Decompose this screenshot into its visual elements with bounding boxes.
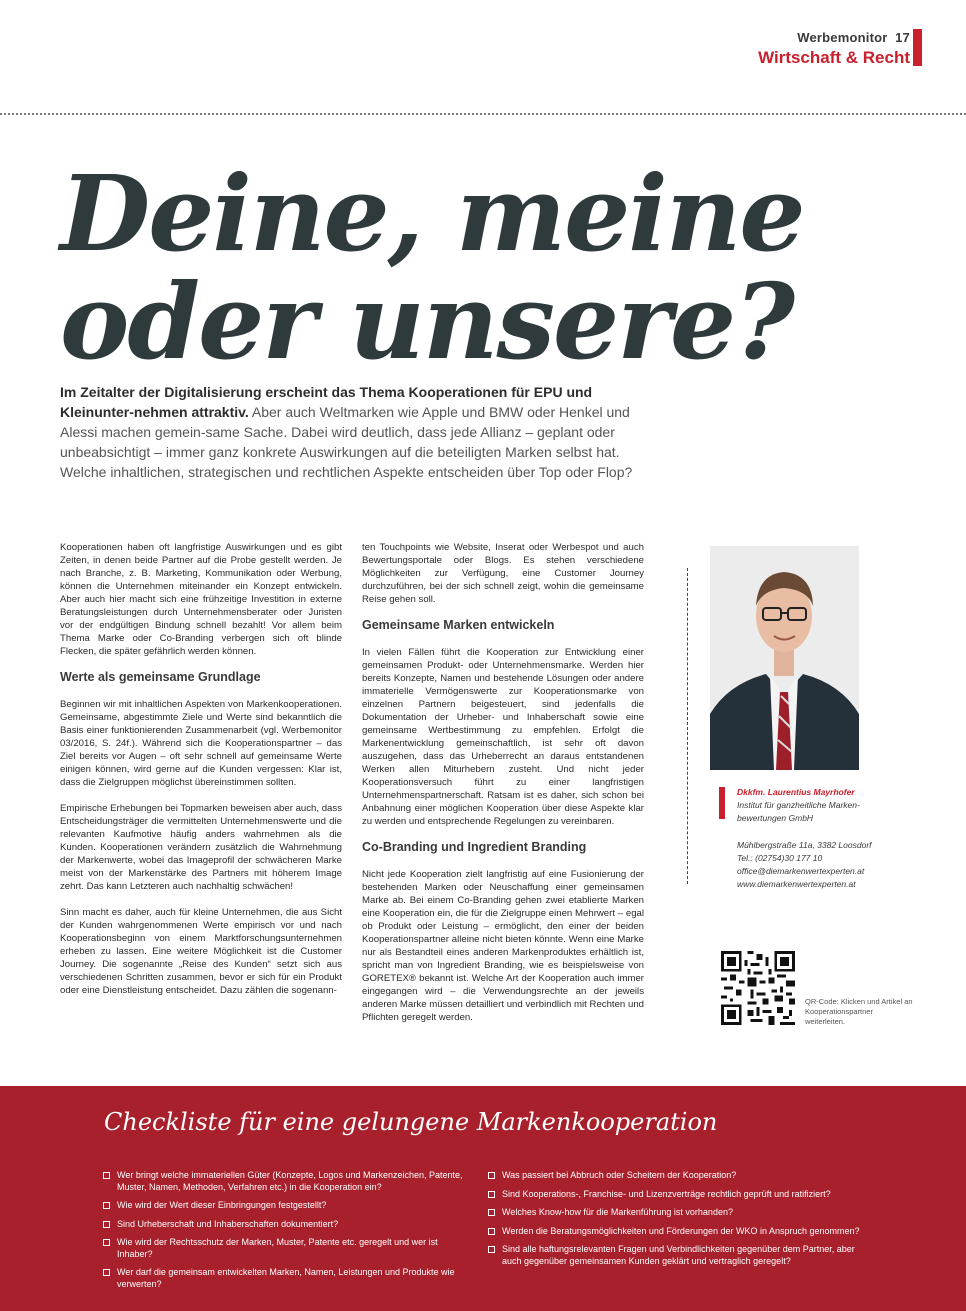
checklist-item: Welches Know-how für die Markenführung ist vorhanden?: [488, 1207, 860, 1219]
sidebar-divider: [687, 568, 688, 884]
subheading: Gemeinsame Marken entwickeln: [362, 618, 555, 632]
paragraph: Sinn macht es daher, auch für kleine Unternehmen, die aus Sicht der Kunden wahrgenommenen Werte empirisch vor und nach Kooperationsbeginn von einem Marktforschungsunternehmen erheben zu lassen. Eine weitere Möglichkeit ist die Customer Journey. Die sogenannte „Reise des Kunden“ setzt sich aus verschiedenen Schritten zusammen, bevor er sich für ein Produkt oder eine Dienstleistung entscheidet. Dazu zählen die sogenann-: [60, 907, 342, 996]
title-line-1: Deine, meine: [60, 152, 804, 275]
paragraph: Beginnen wir mit inhaltlichen Aspekten von Markenkooperationen. Gemeinsame, abgestimmte Ziele und Werte sind bekanntlich die Basis einer funktionierenden Zusammenarbeit (vgl. Werbemonitor 03/2016, S. 24f.). Während sich die Kooperationspartner – das Ziel bereits vor Augen – oft sehr schnell auf gemeinsame Werte einigen können, wird gerne auf die Kunden vergessen: Klar ist, dass die Zielgruppen möglichst übereinstimmen sollten.: [60, 699, 342, 788]
page-number: 17: [895, 30, 910, 45]
author-org-line-2: bewertungen GmbH: [737, 813, 814, 823]
checklist-item: Sind alle haftungsrelevanten Fragen und Verbindlichkeiten gegenüber dem Partner, aber auch gegenüber gemeinsamen Kunden geklärt und vertraglich geregelt?: [488, 1244, 860, 1267]
author-address: Mühlbergstraße 11a, 3382 Loosdorf: [737, 840, 872, 850]
checkbox-icon: [488, 1246, 495, 1253]
body-column-1: [60, 541, 342, 1010]
checklist-item: Sind Urheberschaft und Inhaberschaften dokumentiert?: [103, 1219, 475, 1231]
subheading: Co-Branding und Ingredient Branding: [362, 840, 587, 854]
author-phone: Tel.: (02754)30 177 10: [737, 853, 823, 863]
subheading: Werte als gemeinsame Grundlage: [60, 670, 261, 684]
paragraph: Nicht jede Kooperation zielt langfristig auf eine Fusionierung der bestehenden Marken oder Neuschaffung einer gemeinsamen Marke ab. Bei einem Co-Branding gehen zwei etablierte Marken eine Kooperation ein, die für die Zielgruppe einen Mehrwert – egal ob Produkt oder Leistung – ermöglicht, den einer der beiden Kooperationspartner alleine nicht bieten könnte. Wenn eine Marke nur als Bestandteil eines anderen Markenproduktes erhältlich ist, spricht man von Ingredient Branding, wie es beispielsweise von GORETEX® bekannt ist. Welche Art der Kooperation auch immer eingegangen wird – die Verwendungsrechte an der jeweils anderen Marke müssen detailliert und verbindlich mit Rechten und Pflichten geregelt werden.: [362, 869, 644, 1023]
checklist-left: [103, 1170, 475, 1297]
body-column-2: [362, 541, 644, 1037]
author-website[interactable]: www.diemarkenwertexperten.at: [737, 879, 856, 889]
author-info: [737, 786, 887, 891]
checkbox-icon: [488, 1228, 495, 1235]
lead-bold: Im Zeitalter der Digitalisierung erscheint das Thema Kooperationen für EPU und Kleinunter-nehmen attraktiv.: [60, 384, 593, 420]
checklist-box: [0, 1086, 966, 1311]
checklist-right: [488, 1170, 860, 1274]
paragraph: ten Touchpoints wie Website, Inserat oder Werbespot und auch Bewertungsportale oder Blogs. Es stehen verschiedene Möglichkeiten zur Verfügung, eine Customer Journey durchzuführen, bei der sich schnell zeigt, wohin die gemeinsame Reise gehen soll.: [362, 542, 644, 605]
lead-text: Aber auch Weltmarken wie Apple und BMW oder Henkel und Alessi machen gemein-same Sache. Dabei wird deutlich, dass jede Allianz – geplant oder unbeabsichtigt – immer ganz konkrete Auswirkungen auf die beteiligten Marken selbst hat. Welche inhaltlichen, strategischen und rechtlichen Aspekte entscheiden über Top oder Flop?: [60, 404, 633, 480]
checklist-title: Checkliste für eine gelungene Markenkooperation: [104, 1108, 718, 1136]
checkbox-icon: [488, 1172, 495, 1179]
article-lead: [60, 382, 660, 482]
article-title: [60, 152, 940, 383]
checklist-item: Was passiert bei Abbruch oder Scheitern der Kooperation?: [488, 1170, 860, 1182]
page-header: [758, 30, 910, 68]
checkbox-icon: [103, 1221, 110, 1228]
qr-code-icon[interactable]: [721, 951, 795, 1025]
checklist-item: Werden die Beratungsmöglichkeiten und Förderungen der WKO in Anspruch genommen?: [488, 1226, 860, 1238]
paragraph: In vielen Fällen führt die Kooperation zur Entwicklung einer gemeinsamen Produkt- oder Unternehmensmarke. Werden hier bereits Konzepte, Namen und bestehende Lösungen oder andere immaterielle Vermögenswerte zur Kooperationsmarke von einzelnen Partnern beigesteuert, sind jedenfalls die Dokumentation der Urheber- und Inhaberschaft sowie eine gemeinsame Wertbestimmung zu empfehlen. Erfolgt die Markenentwicklung gemeinschaftlich, ist sehr oft davon auszugehen, dass das Urheberrecht an daraus entstandenen Werken allen Miturhebern zusteht. Und nicht jeder Kooperationsversuch führt zu einer langfristigen Unternehmenspartnerschaft. Ratsam ist es daher, sich schon bei Anbahnung einer möglichen Kooperation über diese Aspekte klar zu werden und entsprechende Regelungen zu vereinbaren.: [362, 647, 644, 827]
section-title: Wirtschaft & Recht: [758, 48, 910, 67]
author-name: Dkkfm. Laurentius Mayrhofer: [737, 787, 855, 797]
checklist-item: Wie wird der Rechtsschutz der Marken, Muster, Patente etc. geregelt und wer ist Inhaber?: [103, 1237, 475, 1260]
paragraph: Kooperationen haben oft langfristige Auswirkungen und es gibt Zeiten, in denen beide Partner auf die Probe gestellt werden. Je nach Branche, z. B. Marketing, Kommunikation oder Werbung, können die Unternehmen miteinander ein Konzept entwickeln. Aber auch hier macht sich eine frühzeitige Investition in externe Beratungsleistungen durch Unternehmensberater oder Juristen vor der endgültigen Bindung schnell bezahlt! Vor allem beim Thema Marke oder Co-Branding verbergen sich oft blinde Flecken, die später gefährlich werden können.: [60, 542, 342, 657]
checkbox-icon: [488, 1209, 495, 1216]
author-org-line-1: Institut für ganzheitliche Marken-: [737, 800, 860, 810]
checkbox-icon: [103, 1239, 110, 1246]
magazine-name: Werbemonitor: [797, 30, 888, 45]
author-email[interactable]: office@diemarkenwertexperten.at: [737, 866, 865, 876]
checkbox-icon: [488, 1191, 495, 1198]
author-portrait-icon: [710, 546, 859, 770]
checkbox-icon: [103, 1172, 110, 1179]
checklist-item: Wie wird der Wert dieser Einbringungen festgestellt?: [103, 1200, 475, 1212]
section-marker: [913, 29, 922, 66]
author-marker: [719, 787, 725, 819]
author-photo: [710, 546, 859, 770]
checkbox-icon: [103, 1269, 110, 1276]
qr-caption: QR-Code: Klicken und Artikel an Kooperationspartner weiterleiten.: [805, 997, 913, 1026]
checkbox-icon: [103, 1202, 110, 1209]
magazine-line: [758, 30, 910, 45]
title-line-2: oder unsere?: [60, 260, 794, 383]
checklist-item: Wer darf die gemeinsam entwickelten Marken, Namen, Leistungen und Produkte wie verwerten?: [103, 1267, 475, 1290]
checklist-item: Sind Kooperations-, Franchise- und Lizenzverträge rechtlich geprüft und ratifiziert?: [488, 1189, 860, 1201]
paragraph: Empirische Erhebungen bei Topmarken beweisen aber auch, dass Entscheidungsträger die vermittelten Unternehmenswerte und die relevanten Kaufmotive häufig anders wahrnehmen als die Kunden. Kooperationen verändern zusätzlich die Wahrnehmung der Markenwerte, wobei das Imageprofil der schwächeren Marke meist von der Markenstärke des Partners mit höherem Image zehrt. Das kann Letzteren auch nachhaltig schwächen!: [60, 803, 342, 892]
dotted-divider: [0, 113, 966, 115]
checklist-item: Wer bringt welche immateriellen Güter (Konzepte, Logos und Markenzeichen, Patente, Muster, Namen, Methoden, Verfahren etc.) in die Kooperation ein?: [103, 1170, 475, 1193]
